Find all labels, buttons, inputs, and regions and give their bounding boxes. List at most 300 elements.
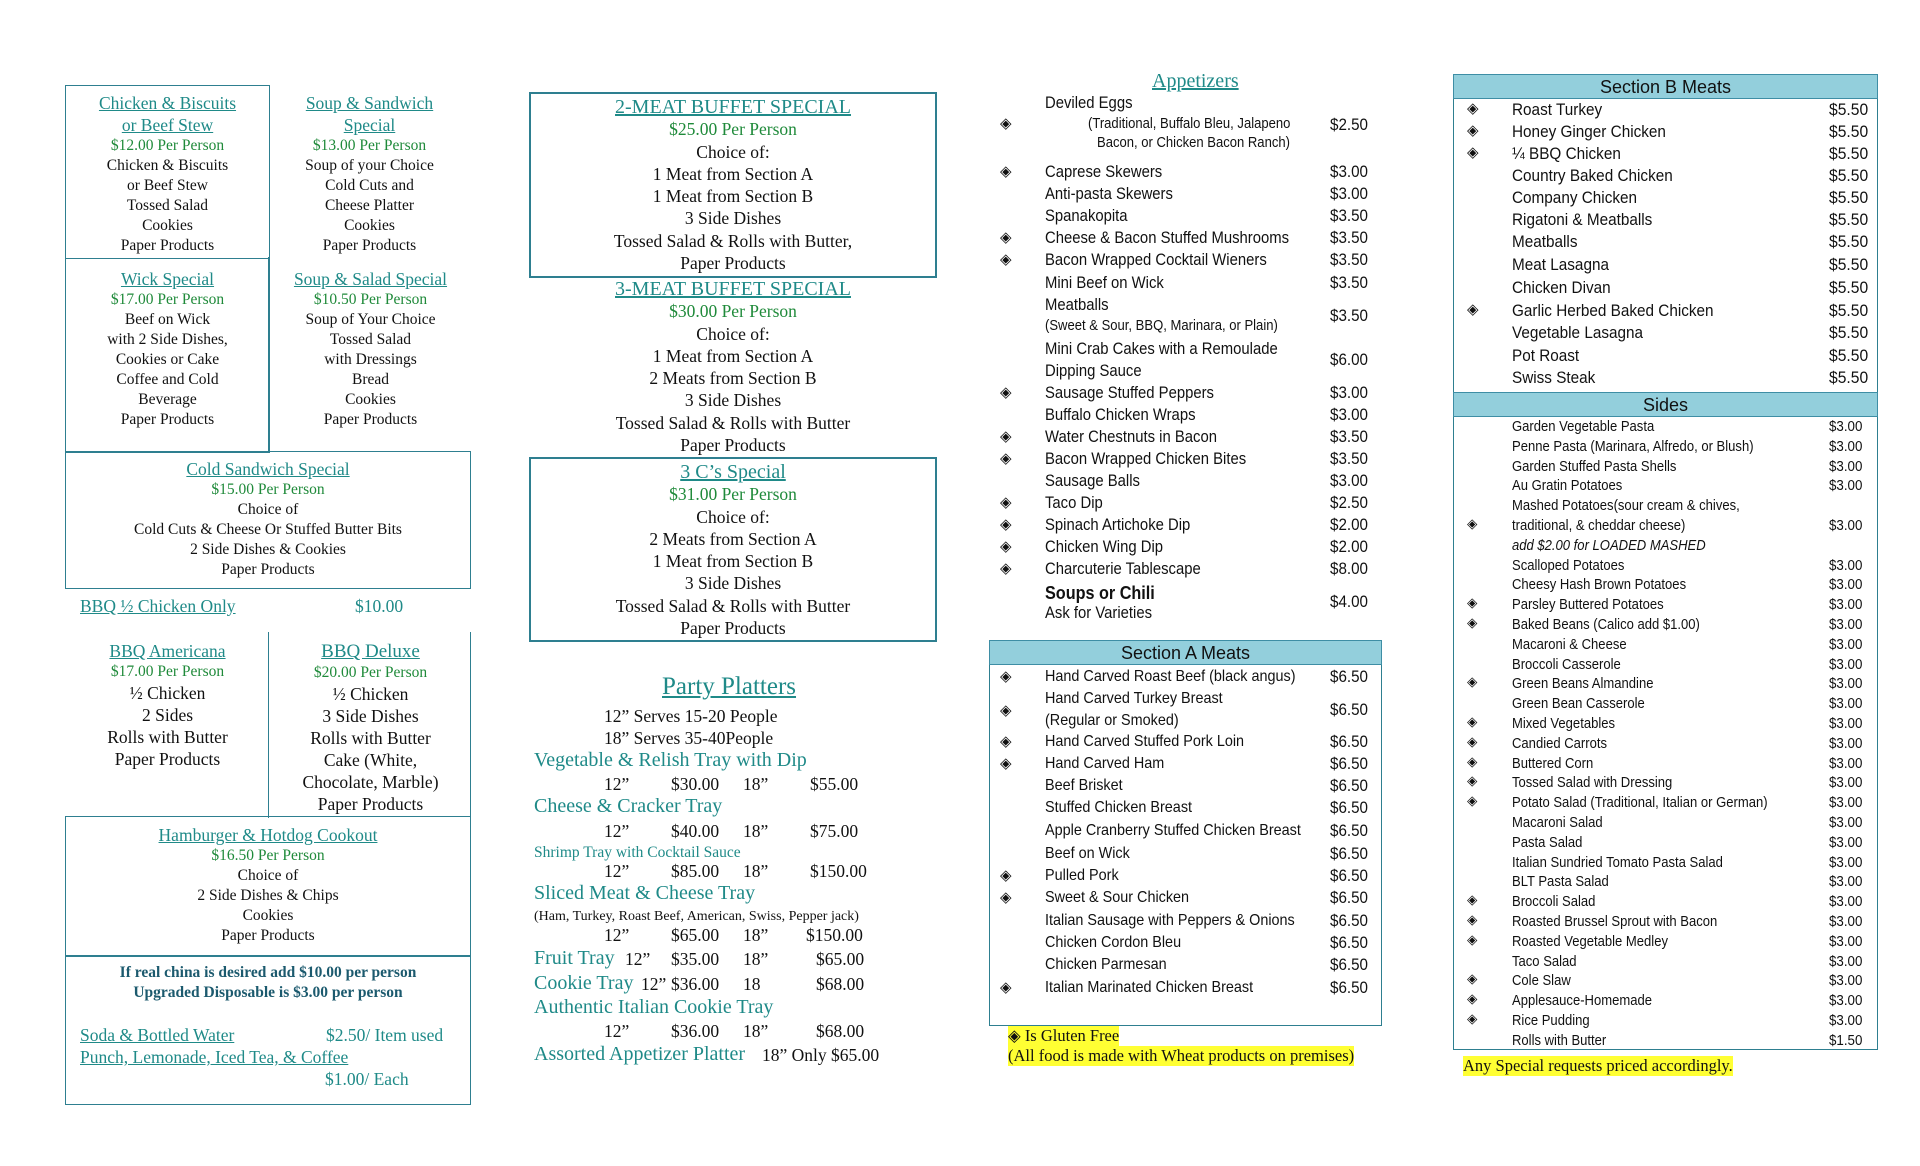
side-item-price: $1.50 xyxy=(1829,1032,1863,1049)
soup-salad-title: Soup & Salad Special xyxy=(293,269,448,289)
side-item-price: $3.00 xyxy=(1829,933,1863,950)
soup-salad-price: $10.50 Per Person xyxy=(313,291,428,308)
section-b-item-price: $5.50 xyxy=(1829,122,1869,141)
section-a-item-price: $6.50 xyxy=(1330,822,1368,840)
appetizer-price: $3.50 xyxy=(1330,207,1368,225)
line: Chicken & Biscuits xyxy=(106,157,229,174)
line: 1 Meat from Section A xyxy=(652,345,814,366)
side-item-name: Cole Slaw xyxy=(1512,973,1571,990)
italian-cookie-tray-label: Authentic Italian Cookie Tray xyxy=(534,996,774,1018)
line: Choice of xyxy=(237,501,299,518)
side-item-price: $3.00 xyxy=(1829,914,1863,930)
cold-sandwich-special xyxy=(66,458,470,580)
side-item-price: $3.00 xyxy=(1829,854,1863,871)
line: Paper Products xyxy=(120,237,215,254)
gluten-free-legend: ◈ Is Gluten Free xyxy=(1008,1026,1120,1045)
appetizer-price: $3.50 xyxy=(1330,251,1368,269)
line: Paper Products xyxy=(322,237,417,254)
appetizer-price: $3.00 xyxy=(1330,185,1368,203)
gluten-free-icon: ◈ xyxy=(1467,793,1478,810)
appetizer-price: $2.00 xyxy=(1330,538,1368,556)
side-item-price: $3.00 xyxy=(1829,557,1863,574)
gluten-free-icon: ◈ xyxy=(1467,595,1478,612)
bbq-deluxe-price: $20.00 Per Person xyxy=(313,664,428,681)
gluten-free-icon: ◈ xyxy=(1000,114,1012,132)
line: Cold Cuts and xyxy=(325,177,414,194)
fruit-size-12: 12” xyxy=(625,949,651,969)
platter-serve-18: 18” Serves 35-40People xyxy=(604,728,774,748)
line: Paper Products xyxy=(114,749,221,769)
line: Tossed Salad & Rolls with Butter, xyxy=(613,230,853,251)
section-b-item-name: Vegetable Lasagna xyxy=(1512,323,1644,342)
gluten-free-icon: ◈ xyxy=(1000,383,1012,401)
appetizer-name: Anti-pasta Skewers xyxy=(1045,185,1173,203)
gluten-free-icon: ◈ xyxy=(1467,143,1479,161)
gluten-free-icon: ◈ xyxy=(1467,892,1478,909)
sliced-tray-label: Sliced Meat & Cheese Tray xyxy=(534,882,756,904)
italian-price-18: $68.00 xyxy=(816,1021,865,1041)
shrimp-tray-label: Shrimp Tray with Cocktail Sauce xyxy=(534,844,741,861)
side-item-name: Mashed Potatoes(sour cream & chives, xyxy=(1512,498,1740,515)
special-requests-note: Any Special requests priced accordingly. xyxy=(1463,1056,1733,1075)
side-item-price: $3.00 xyxy=(1829,755,1863,772)
section-b-item-name: Rigatoni & Meatballs xyxy=(1512,210,1653,229)
hamburger-price: $16.50 Per Person xyxy=(211,847,325,864)
section-b-item-price: $5.50 xyxy=(1829,100,1869,119)
gluten-free-icon: ◈ xyxy=(1467,991,1478,1008)
appetizer-name: Mini Beef on Wick xyxy=(1045,274,1164,292)
line: Choice of: xyxy=(696,506,770,527)
section-a-item-price: $6.50 xyxy=(1330,799,1368,817)
section-a-item-desc: (Regular or Smoked) xyxy=(1045,712,1179,729)
disposable-note: Upgraded Disposable is $3.00 per person xyxy=(133,984,403,1001)
line: Cookies xyxy=(344,217,395,234)
appetizer-name: Spinach Artichoke Dip xyxy=(1045,516,1191,534)
appetizer-desc: Dipping Sauce xyxy=(1045,362,1142,380)
cheese-price-18: $75.00 xyxy=(810,821,859,841)
soup-sandwich-title: Soup & Sandwich xyxy=(305,93,434,113)
assorted-platter-price: 18” Only $65.00 xyxy=(762,1045,880,1065)
appetizer-price: $4.00 xyxy=(1330,593,1368,611)
side-item-price: $3.00 xyxy=(1829,597,1863,614)
line: Paper Products xyxy=(221,561,315,578)
side-item-name: Garden Stuffed Pasta Shells xyxy=(1512,458,1677,475)
veg-size-12: 12” xyxy=(604,774,630,794)
line: ½ Chicken xyxy=(332,684,409,704)
line: Choice of xyxy=(237,867,299,884)
line: Coffee and Cold xyxy=(116,371,219,388)
gluten-free-icon: ◈ xyxy=(1467,753,1478,770)
section-b-item-price: $5.50 xyxy=(1829,301,1869,320)
appetizer-price: $2.50 xyxy=(1330,116,1368,134)
side-item-name: Buttered Corn xyxy=(1512,755,1594,772)
gluten-free-icon: ◈ xyxy=(1467,912,1478,928)
soup-sandwich-price: $13.00 Per Person xyxy=(312,137,427,154)
gluten-free-icon: ◈ xyxy=(1467,971,1478,988)
line: Paper Products xyxy=(323,411,418,428)
cookie-size-12: 12” xyxy=(641,974,667,994)
line: 2 Side Dishes & Cookies xyxy=(190,541,346,558)
line: Cold Cuts & Cheese Or Stuffed Butter Bits xyxy=(134,521,402,538)
section-b-item-price: $5.50 xyxy=(1829,188,1869,207)
appetizer-price: $3.00 xyxy=(1330,406,1368,424)
two-meat-title: 2-MEAT BUFFET SPECIAL xyxy=(615,96,851,118)
hamburger-title: Hamburger & Hotdog Cookout xyxy=(158,825,378,845)
section-a-item-name: Sweet & Sour Chicken xyxy=(1045,889,1190,906)
appetizer-name: Bacon Wrapped Cocktail Wieners xyxy=(1045,251,1267,269)
line: 2 Sides xyxy=(141,705,194,725)
side-item-name: Broccoli Salad xyxy=(1512,894,1596,911)
section-b-item-name: Swiss Steak xyxy=(1512,368,1596,387)
three-cs-special xyxy=(530,461,936,639)
appetizer-name: Sausage Balls xyxy=(1045,472,1140,490)
cold-sandwich-title: Cold Sandwich Special xyxy=(186,459,350,479)
side-item-price: $3.00 xyxy=(1829,478,1863,495)
appetizer-name: Buffalo Chicken Wraps xyxy=(1045,406,1196,424)
cookie-size-18: 18 xyxy=(743,974,761,994)
punch-label: Punch, Lemonade, Iced Tea, & Coffee xyxy=(80,1047,349,1067)
section-b-item-price: $5.50 xyxy=(1829,346,1869,365)
appetizer-name: Cheese & Bacon Stuffed Mushrooms xyxy=(1045,229,1290,247)
section-a-item-price: $6.50 xyxy=(1330,912,1368,930)
side-item-price: $3.00 xyxy=(1829,795,1863,812)
gluten-free-icon: ◈ xyxy=(1000,228,1012,246)
appetizer-desc: (Traditional, Buffalo Bleu, Jalapeno xyxy=(1088,116,1291,132)
section-a-item-name: Italian Marinated Chicken Breast xyxy=(1045,979,1254,996)
gluten-free-icon: ◈ xyxy=(1000,559,1012,577)
side-item-price: $3.00 xyxy=(1829,973,1863,990)
side-item-price: $3.00 xyxy=(1829,953,1863,970)
section-b-item-price: $5.50 xyxy=(1829,166,1869,185)
gluten-free-icon: ◈ xyxy=(1000,754,1012,772)
line: 3 Side Dishes xyxy=(684,390,782,411)
veg-price-18: $55.00 xyxy=(810,774,859,794)
gluten-free-icon: ◈ xyxy=(1467,674,1478,691)
section-a-item-name: Apple Cranberry Stuffed Chicken Breast xyxy=(1045,822,1301,839)
side-item-price: $3.00 xyxy=(1829,518,1863,534)
side-item-name: Roasted Brussel Sprout with Bacon xyxy=(1512,914,1718,930)
side-item-name: Green Bean Casserole xyxy=(1512,696,1645,713)
three-meat-buffet xyxy=(530,278,936,456)
line: Rolls with Butter xyxy=(310,728,431,748)
side-item-name: Potato Salad (Traditional, Italian or German) xyxy=(1512,795,1768,812)
side-item-name: Broccoli Casserole xyxy=(1512,656,1621,673)
section-a-item-name: Hand Carved Ham xyxy=(1045,755,1165,772)
appetizer-name: Soups or Chili xyxy=(1045,583,1155,603)
section-a-item-name: Hand Carved Roast Beef (black angus) xyxy=(1045,668,1296,685)
section-b-item-name: ¼ BBQ Chicken xyxy=(1512,144,1621,163)
side-item-price: $3.00 xyxy=(1829,438,1863,455)
soda-price: $2.50/ Item used xyxy=(326,1025,444,1045)
side-item-name: Cheesy Hash Brown Potatoes xyxy=(1512,577,1687,594)
section-a-item-price: $6.50 xyxy=(1330,867,1368,885)
side-item-price: $3.00 xyxy=(1829,716,1863,732)
section-a-item-price: $6.50 xyxy=(1330,889,1368,907)
bbq-americana-title: BBQ Americana xyxy=(109,641,226,661)
line: with 2 Side Dishes, xyxy=(107,331,228,348)
line: Soup of your Choice xyxy=(305,157,434,174)
appetizer-price: $3.50 xyxy=(1330,428,1368,446)
section-b-item-price: $5.50 xyxy=(1829,232,1869,251)
side-item-name: Tossed Salad with Dressing xyxy=(1512,775,1673,792)
line: 1 Meat from Section A xyxy=(652,163,814,184)
section-a-item-name: Beef Brisket xyxy=(1045,777,1123,794)
gluten-free-icon: ◈ xyxy=(1467,931,1478,948)
gluten-free-icon: ◈ xyxy=(1000,866,1012,884)
side-item-desc: traditional, & cheddar cheese) xyxy=(1512,518,1686,534)
gluten-free-icon: ◈ xyxy=(1467,300,1479,318)
gluten-free-icon: ◈ xyxy=(1000,667,1012,685)
gluten-free-icon: ◈ xyxy=(1000,162,1012,180)
shrimp-price-18: $150.00 xyxy=(810,861,867,881)
two-meat-buffet xyxy=(530,96,936,274)
appetizer-price: $8.00 xyxy=(1330,560,1368,578)
side-item-name: BLT Pasta Salad xyxy=(1512,874,1609,891)
side-item-price: $3.00 xyxy=(1829,636,1863,653)
side-item-name: Applesauce-Homemade xyxy=(1512,993,1653,1010)
section-a-item-price: $6.50 xyxy=(1330,701,1368,719)
gluten-free-icon: ◈ xyxy=(1467,516,1478,532)
section-b-item-price: $5.50 xyxy=(1829,210,1869,229)
cookie-tray-label: Cookie Tray xyxy=(534,972,634,994)
side-item-name: Rice Pudding xyxy=(1512,1013,1590,1029)
line: ½ Chicken xyxy=(129,683,206,703)
china-notes xyxy=(66,963,470,1003)
veg-size-18: 18” xyxy=(743,774,769,794)
bbq-americana-special xyxy=(66,640,269,770)
appetizer-name: Bacon Wrapped Chicken Bites xyxy=(1045,450,1247,468)
line: or Beef Stew xyxy=(127,177,208,194)
appetizer-price: $3.50 xyxy=(1330,307,1368,325)
side-item-name: Baked Beans (Calico add $1.00) xyxy=(1512,617,1700,633)
gluten-free-icon: ◈ xyxy=(1467,1011,1478,1027)
line: with Dressings xyxy=(324,351,417,368)
appetizers-title: Appetizers xyxy=(1152,70,1239,92)
soda-label: Soda & Bottled Water xyxy=(80,1025,235,1045)
side-item-price: $3.00 xyxy=(1829,735,1863,752)
appetizer-name: Deviled Eggs xyxy=(1045,94,1133,112)
line: 3 Side Dishes xyxy=(322,706,419,726)
fruit-price-18: $65.00 xyxy=(816,949,865,969)
section-a-header: Section A Meats xyxy=(989,640,1382,665)
gluten-free-icon: ◈ xyxy=(1000,978,1012,996)
side-item-price: $3.00 xyxy=(1829,617,1863,633)
gluten-free-icon: ◈ xyxy=(1000,515,1012,533)
chicken-biscuits-price: $12.00 Per Person xyxy=(110,137,225,154)
side-item-name: Parsley Buttered Potatoes xyxy=(1512,597,1664,614)
cheese-price-12: $40.00 xyxy=(671,821,720,841)
fruit-tray-label: Fruit Tray xyxy=(534,947,615,969)
line: Choice of: xyxy=(696,141,770,162)
three-meat-price: $30.00 Per Person xyxy=(669,301,797,322)
party-platters-title: Party Platters xyxy=(662,673,797,700)
side-item-price: $3.00 xyxy=(1829,993,1863,1010)
gluten-free-icon: ◈ xyxy=(1000,701,1012,719)
cheese-tray-label: Cheese & Cracker Tray xyxy=(534,795,723,817)
line: 3 Side Dishes xyxy=(684,573,782,594)
section-a-item-price: $6.50 xyxy=(1330,979,1368,997)
side-item-name: Scalloped Potatoes xyxy=(1512,557,1625,574)
hamburger-cookout-special xyxy=(66,824,470,946)
wick-price: $17.00 Per Person xyxy=(110,291,225,308)
side-item-name: Green Beans Almandine xyxy=(1512,676,1654,693)
section-a-item-price: $6.50 xyxy=(1330,755,1368,773)
gluten-free-icon: ◈ xyxy=(1467,99,1479,117)
line: Beef on Wick xyxy=(124,311,211,328)
section-b-item-price: $5.50 xyxy=(1829,278,1869,297)
appetizer-name: Spanakopita xyxy=(1045,207,1128,225)
section-b-item-name: Honey Ginger Chicken xyxy=(1512,122,1666,141)
line: Paper Products xyxy=(680,618,786,639)
line: Cookies xyxy=(242,907,294,924)
appetizer-name: Meatballs xyxy=(1045,296,1109,314)
appetizer-name: Sausage Stuffed Peppers xyxy=(1045,384,1214,402)
section-a-item-price: $6.50 xyxy=(1330,956,1368,974)
bbq-half-chicken-label: BBQ ½ Chicken Only xyxy=(80,596,236,616)
wick-title: Wick Special xyxy=(120,269,215,289)
china-note: If real china is desired add $10.00 per person xyxy=(119,964,417,981)
appetizer-desc: Bacon, or Chicken Bacon Ranch) xyxy=(1097,135,1290,151)
line: 2 Meats from Section A xyxy=(649,528,817,549)
gluten-free-icon: ◈ xyxy=(1000,250,1012,268)
section-b-item-price: $5.50 xyxy=(1829,144,1869,163)
bbq-americana-price: $17.00 Per Person xyxy=(110,663,225,680)
line: Cake (White, xyxy=(323,750,418,770)
appetizer-price: $2.00 xyxy=(1330,516,1368,534)
section-b-item-name: Country Baked Chicken xyxy=(1512,166,1673,185)
gluten-free-icon: ◈ xyxy=(1000,449,1012,467)
side-item-name: Pasta Salad xyxy=(1512,834,1583,851)
italian-size-12: 12” xyxy=(604,1021,630,1041)
fruit-size-18: 18” xyxy=(743,949,769,969)
appetizer-price: $3.50 xyxy=(1330,274,1368,292)
side-item-name: Garden Vegetable Pasta xyxy=(1512,419,1655,435)
wick-special xyxy=(66,268,269,430)
line: Paper Products xyxy=(680,253,786,274)
line: Tossed Salad & Rolls with Butter xyxy=(615,595,851,616)
appetizer-price: $3.00 xyxy=(1330,163,1368,181)
section-a-item-name: Stuffed Chicken Breast xyxy=(1045,799,1193,816)
line: 1 Meat from Section B xyxy=(652,186,814,207)
side-item-price: $3.00 xyxy=(1829,874,1863,891)
side-item-price: $3.00 xyxy=(1829,458,1863,475)
sliced-size-12: 12” xyxy=(604,925,630,945)
shrimp-price-12: $85.00 xyxy=(671,861,720,881)
cookie-price-18: $68.00 xyxy=(816,974,865,994)
line: Choice of: xyxy=(696,323,770,344)
side-item-price: $3.00 xyxy=(1829,775,1863,792)
line: Cookies xyxy=(142,217,193,234)
side-item-price: $3.00 xyxy=(1829,656,1863,673)
chicken-biscuits-title-2: or Beef Stew xyxy=(121,115,214,135)
gluten-free-icon: ◈ xyxy=(1467,714,1478,730)
line: Paper Products xyxy=(317,794,424,814)
section-a-item-name: Hand Carved Stuffed Pork Loin xyxy=(1045,733,1245,750)
side-item-name: Penne Pasta (Marinara, Alfredo, or Blush) xyxy=(1512,438,1754,455)
veg-tray-label: Vegetable & Relish Tray with Dip xyxy=(534,749,807,771)
section-a-item-name: Chicken Parmesan xyxy=(1045,956,1167,973)
italian-price-12: $36.00 xyxy=(671,1021,720,1041)
side-item-name: Rolls with Butter xyxy=(1512,1032,1607,1049)
line: 2 Meats from Section B xyxy=(649,368,817,389)
section-b-item-name: Roast Turkey xyxy=(1512,100,1603,119)
cheese-size-12: 12” xyxy=(604,821,630,841)
line: Tossed Salad xyxy=(329,331,412,348)
section-a-item-price: $6.50 xyxy=(1330,733,1368,751)
section-a-item-name: Beef on Wick xyxy=(1045,845,1130,862)
line: Beverage xyxy=(138,391,197,408)
line: Paper Products xyxy=(221,927,315,944)
italian-size-18: 18” xyxy=(743,1021,769,1041)
section-a-item-name: Pulled Pork xyxy=(1045,867,1119,884)
appetizer-price: $3.50 xyxy=(1330,450,1368,468)
side-item-name: Italian Sundried Tomato Pasta Salad xyxy=(1512,854,1723,871)
appetizer-name: Caprese Skewers xyxy=(1045,163,1163,181)
gluten-free-icon: ◈ xyxy=(1467,615,1478,631)
platter-serve-12: 12” Serves 15-20 People xyxy=(604,706,778,726)
appetizer-name: Charcuterie Tablescape xyxy=(1045,560,1201,578)
soup-sandwich-title-2: Special xyxy=(343,115,396,135)
line: Paper Products xyxy=(680,435,786,456)
appetizer-name: Chicken Wing Dip xyxy=(1045,538,1164,556)
line: Cookies xyxy=(345,391,396,408)
cheese-size-18: 18” xyxy=(743,821,769,841)
soup-salad-special xyxy=(270,268,471,430)
gluten-free-icon: ◈ xyxy=(1000,493,1012,511)
bbq-deluxe-title: BBQ Deluxe xyxy=(321,641,420,662)
section-a-item-name: Hand Carved Turkey Breast xyxy=(1045,690,1223,707)
section-b-item-price: $5.50 xyxy=(1829,368,1869,387)
gluten-free-icon: ◈ xyxy=(1000,888,1012,906)
section-a-item-name: Chicken Cordon Bleu xyxy=(1045,934,1182,951)
section-b-item-price: $5.50 xyxy=(1829,323,1869,342)
gluten-free-icon: ◈ xyxy=(1467,733,1478,750)
section-b-item-name: Pot Roast xyxy=(1512,346,1580,365)
section-a-item-price: $6.50 xyxy=(1330,934,1368,952)
gluten-free-icon: ◈ xyxy=(1000,732,1012,750)
shrimp-size-18: 18” xyxy=(743,861,769,881)
section-b-item-name: Meatballs xyxy=(1512,232,1578,251)
appetizer-price: $3.00 xyxy=(1330,384,1368,402)
gluten-free-icon: ◈ xyxy=(1467,121,1479,139)
side-item-price: $3.00 xyxy=(1829,676,1863,693)
appetizer-name: Taco Dip xyxy=(1045,494,1103,512)
section-b-item-price: $5.50 xyxy=(1829,255,1869,274)
side-item-name: Roasted Vegetable Medley xyxy=(1512,933,1668,950)
side-item-price: $3.00 xyxy=(1829,419,1863,435)
section-b-item-name: Company Chicken xyxy=(1512,188,1638,207)
side-item-name: Macaroni & Cheese xyxy=(1512,636,1627,653)
section-b-item-name: Meat Lasagna xyxy=(1512,255,1609,274)
side-item-price: $3.00 xyxy=(1829,815,1863,831)
side-item-name: Macaroni Salad xyxy=(1512,815,1603,831)
assorted-platter-label: Assorted Appetizer Platter xyxy=(534,1043,746,1065)
cold-sandwich-price: $15.00 Per Person xyxy=(211,481,325,498)
side-item-name: Taco Salad xyxy=(1512,953,1577,970)
section-b-header: Section B Meats xyxy=(1453,74,1878,99)
appetizer-price: $6.00 xyxy=(1330,351,1368,369)
appetizer-desc: Ask for Varieties xyxy=(1045,604,1153,622)
line: 1 Meat from Section B xyxy=(652,551,814,572)
section-b-item-name: Chicken Divan xyxy=(1512,278,1611,297)
two-meat-price: $25.00 Per Person xyxy=(669,119,797,140)
cookie-price-12: $36.00 xyxy=(671,974,720,994)
side-item-note: add $2.00 for LOADED MASHED xyxy=(1512,537,1706,554)
section-b-item-name: Garlic Herbed Baked Chicken xyxy=(1512,301,1714,320)
shrimp-size-12: 12” xyxy=(604,861,630,881)
sliced-price-12: $65.00 xyxy=(671,925,720,945)
line: Cheese Platter xyxy=(324,197,415,214)
